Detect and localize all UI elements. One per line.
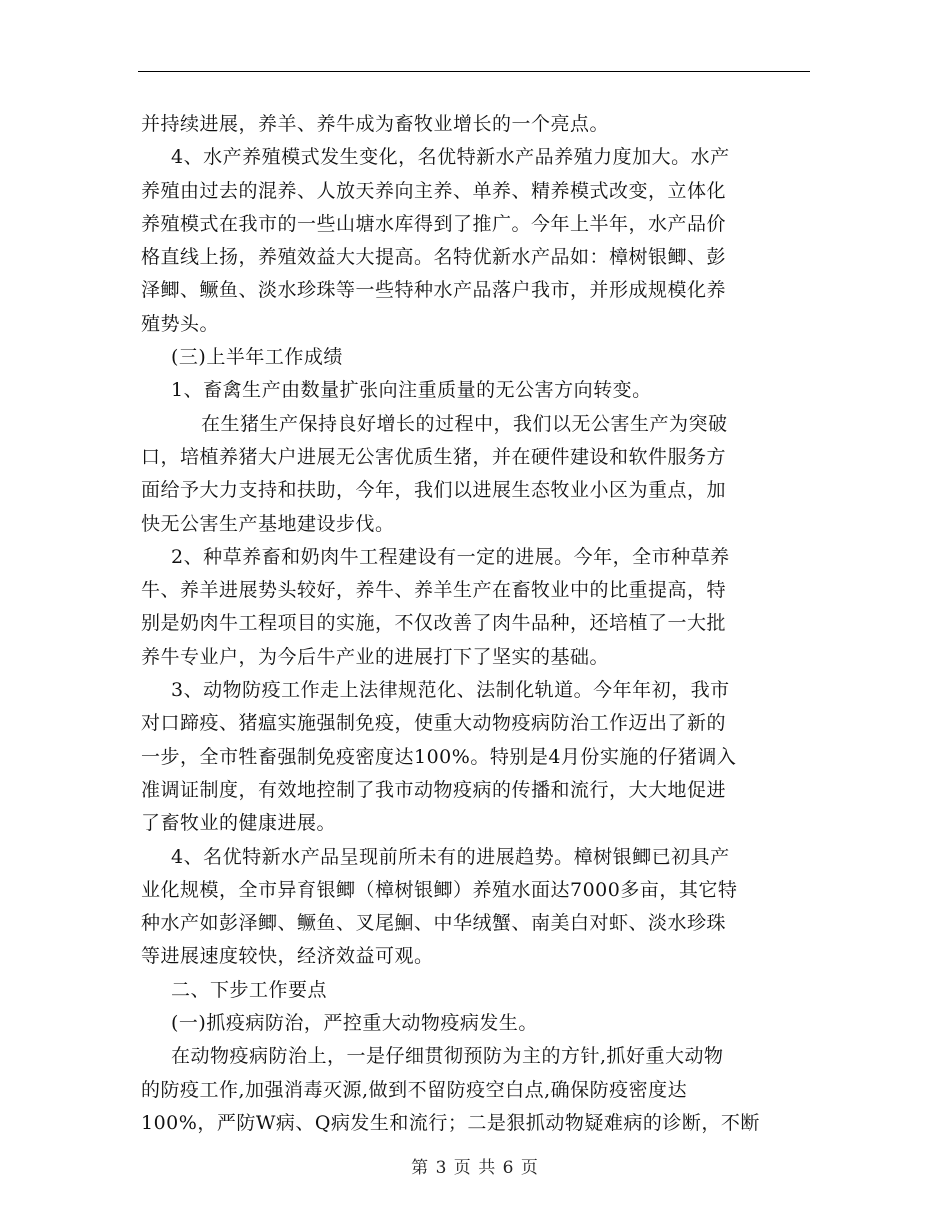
text-line: 100%，严防W病、Q病发生和流行；二是狠抓动物疑难病的诊断，不断 [141, 1111, 760, 1134]
text-line: 一步，全市牲畜强制免疫密度达100%。特别是4月份实施的仔猪调入 [141, 745, 737, 768]
text-line: 泽鲫、鳜鱼、淡水珍珠等一些特种水产品落户我市，并形成规模化养 [141, 279, 727, 302]
text-line: 养殖模式在我市的一些山塘水库得到了推广。今年上半年，水产品价 [141, 212, 727, 235]
section-heading: 二、下步工作要点 [171, 978, 328, 1001]
text-line: 3、动物防疫工作走上法律规范化、法制化轨道。今年年初，我市 [171, 679, 730, 702]
text-line: 在生猪生产保持良好增长的过程中，我们以无公害生产为突破 [201, 412, 728, 435]
text-line: 4、水产养殖模式发生变化，名优特新水产品养殖力度加大。水产 [171, 146, 730, 169]
text-line: 格直线上扬，养殖效益大大提高。名特优新水产品如：樟树银鲫、彭 [141, 246, 727, 269]
text-line: 2、种草养畜和奶肉牛工程建设有一定的进展。今年，全市种草养 [171, 545, 730, 568]
text-line: 并持续进展，养羊、养牛成为畜牧业增长的一个亮点。 [141, 113, 610, 135]
page-number: 第 3 页 共 6 页 [411, 1158, 539, 1178]
text-line: 殖势头。 [141, 312, 220, 335]
text-line: 牛、养羊进展势头较好，养牛、养羊生产在畜牧业中的比重提高，特 [141, 579, 727, 602]
text-line: 别是奶肉牛工程项目的实施，不仅改善了肉牛品种，还培植了一大批 [141, 612, 727, 635]
text-line: 了畜牧业的健康进展。 [141, 812, 337, 835]
text-line: 业化规模，全市异育银鲫（樟树银鲫）养殖水面达7000多亩，其它特 [141, 878, 738, 901]
text-line: 养殖由过去的混养、人放天养向主养、单养、精养模式改变，立体化 [141, 179, 727, 202]
text-line: 等进展速度较快，经济效益可观。 [141, 945, 434, 968]
text-line: 口，培植养猪大户进展无公害优质生猪，并在硬件建设和软件服务方 [141, 445, 727, 468]
text-line: 种水产如彭泽鲫、鳜鱼、叉尾鮰、中华绒蟹、南美白对虾、淡水珍珠 [141, 912, 727, 935]
text-line: 对口蹄疫、猪瘟实施强制免疫，使重大动物疫病防治工作迈出了新的 [141, 712, 727, 735]
header-rule [138, 71, 810, 72]
text-line: 4、名优特新水产品呈现前所未有的进展趋势。樟树银鲫已初具产 [171, 845, 730, 868]
document-body [141, 108, 809, 1140]
text-line: 的防疫工作,加强消毒灭源,做到不留防疫空白点,确保防疫密度达 [141, 1078, 688, 1101]
text-line: 快无公害生产基地建设步伐。 [141, 512, 395, 535]
text-line: 面给予大力支持和扶助，今年，我们以进展生态牧业小区为重点，加 [141, 479, 727, 502]
section-heading: (一)抓疫病防治，严控重大动物疫病发生。 [171, 1012, 538, 1035]
text-line: 在动物疫病防治上，一是仔细贯彻预防为主的方针,抓好重大动物 [171, 1045, 724, 1068]
section-heading: (三)上半年工作成绩 [171, 346, 343, 369]
text-line: 1、畜禽生产由数量扩张向注重质量的无公害方向转变。 [171, 379, 652, 402]
text-line: 养牛专业户，为今后牛产业的进展打下了坚实的基础。 [141, 645, 610, 668]
text-line: 准调证制度，有效地控制了我市动物疫病的传播和流行，大大地促进 [141, 778, 727, 801]
